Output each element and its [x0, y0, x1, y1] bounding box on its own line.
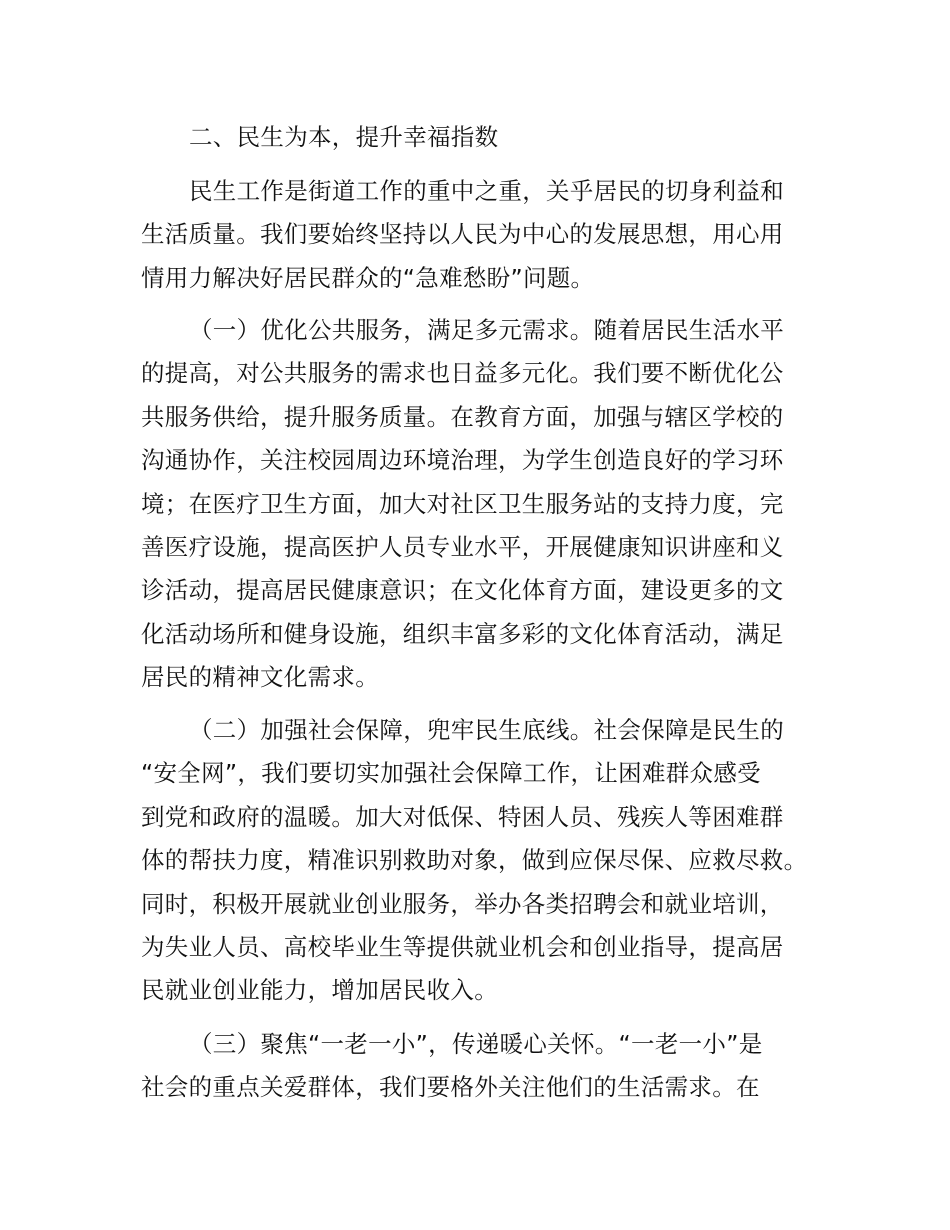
paragraph-line: “安全网”，我们要切实加强社会保障工作，让困难群众感受 — [141, 759, 761, 788]
paragraph-line: 共服务供给，提升服务质量。在教育方面，加强与辖区学校的 — [141, 402, 784, 431]
paragraph-line: 情用力解决好居民群众的“急难愁盼”问题。 — [141, 263, 595, 292]
paragraph-public-services — [141, 309, 821, 700]
heading-text: 二、民生为本，提升幸福指数 — [189, 123, 499, 151]
paragraph-intro — [141, 170, 821, 300]
section-heading — [141, 116, 821, 159]
paragraph-line: 境；在医疗卫生方面，加大对社区卫生服务站的支持力度，完 — [141, 489, 784, 518]
paragraph-line: 民生工作是街道工作的重中之重，关乎居民的切身利益和 — [189, 177, 784, 205]
paragraph-line: （一）优化公共服务，满足多元需求。随着居民生活水平 — [189, 316, 784, 344]
paragraph-line: 善医疗设施，提高医护人员专业水平，开展健康知识讲座和义 — [141, 532, 784, 561]
paragraph-line: （二）加强社会保障，兜牢民生底线。社会保障是民生的 — [189, 716, 784, 744]
paragraph-line: 到党和政府的温暖。加大对低保、特困人员、残疾人等困难群 — [141, 802, 784, 831]
paragraph-line: 化活动场所和健身设施，组织丰富多彩的文化体育活动，满足 — [141, 619, 784, 648]
paragraph-line: 的提高，对公共服务的需求也日益多元化。我们要不断优化公 — [141, 359, 784, 388]
paragraph-social-security — [141, 709, 821, 1013]
paragraph-line: 居民的精神文化需求。 — [141, 663, 379, 692]
paragraph-line: 为失业人员、高校毕业生等提供就业机会和创业指导，提高居 — [141, 932, 784, 961]
paragraph-line: 社会的重点关爱群体，我们要格外关注他们的生活需求。在 — [141, 1073, 760, 1102]
paragraph-line: 民就业创业能力，增加居民收入。 — [141, 976, 498, 1005]
paragraph-line: （三）聚焦“一老一小”，传递暖心关怀。“一老一小”是 — [189, 1030, 763, 1058]
paragraph-line: 体的帮扶力度，精准识别救助对象，做到应保尽保、应救尽救。 — [141, 846, 808, 875]
paragraph-elderly-children — [141, 1023, 821, 1110]
paragraph-line: 沟通协作，关注校园周边环境治理，为学生创造良好的学习环 — [141, 446, 784, 475]
paragraph-line: 诊活动，提高居民健康意识；在文化体育方面，建设更多的文 — [141, 576, 784, 605]
paragraph-line: 生活质量。我们要始终坚持以人民为中心的发展思想，用心用 — [141, 220, 784, 249]
paragraph-line: 同时，积极开展就业创业服务，举办各类招聘会和就业培训， — [141, 889, 784, 918]
